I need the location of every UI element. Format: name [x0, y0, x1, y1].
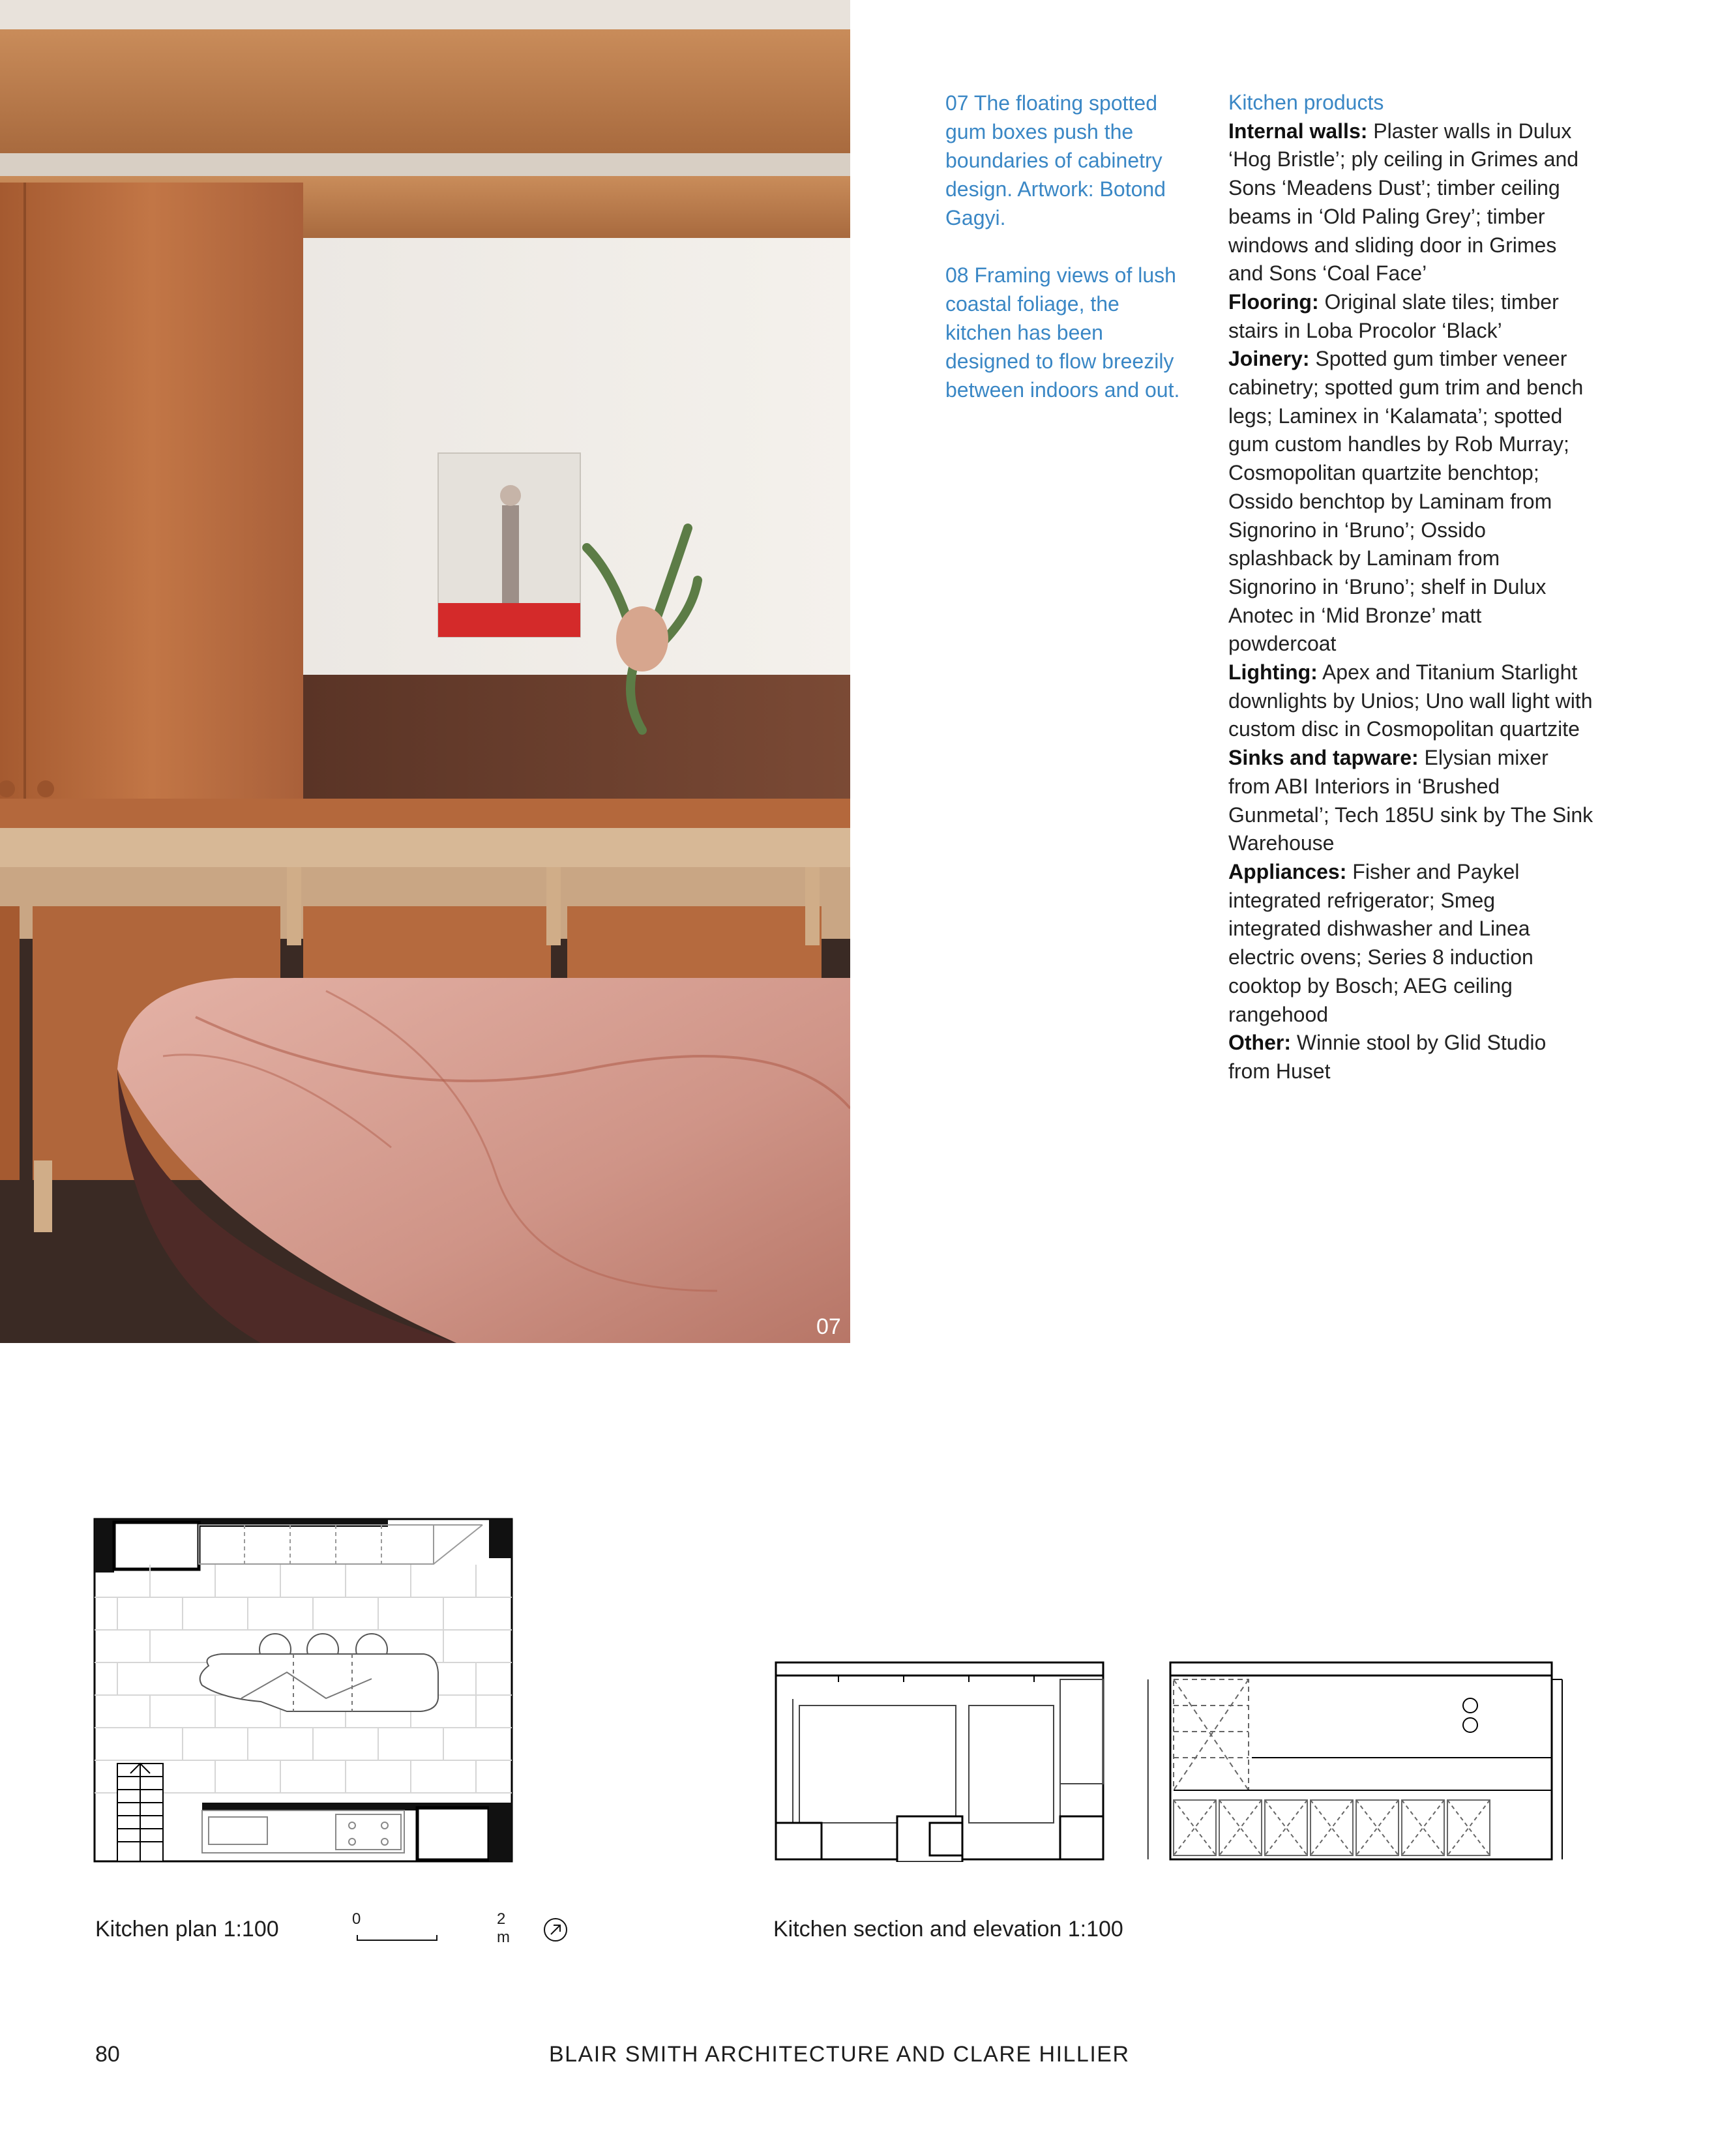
- scale-bar: [352, 1910, 522, 1949]
- product-text: Apex and Titanium Starlight downlights by Unios; Uno wall light with custom disc in Cosmopolitan quartzite: [1228, 660, 1593, 741]
- product-lighting: [1228, 658, 1593, 744]
- kitchen-elevation-drawing: [1148, 1660, 1578, 1862]
- product-label: Joinery:: [1228, 347, 1310, 371]
- product-label: Appliances:: [1228, 859, 1347, 883]
- product-label: Other:: [1228, 1031, 1291, 1055]
- section-caption: Kitchen section and elevation 1:100: [773, 1917, 1123, 1942]
- kitchen-plan-drawing: [91, 1516, 515, 1868]
- product-text: Winnie stool by Glid Studio from Huset: [1228, 1031, 1547, 1083]
- kitchen-section-drawing: [773, 1660, 1106, 1862]
- kitchen-photo: [0, 0, 850, 1343]
- page-number: 80: [95, 2042, 120, 2067]
- product-text: Spotted gum timber veneer cabinetry; spotted gum trim and bench legs; Laminex in ‘Kalamata’; spotted gum custom handles by Rob Murray; Cosmopolitan quartzite benchtop; Ossido benchtop by Laminam from Signorino in ‘Bruno’; Ossido splashback by Laminam from Signorino in ‘Bruno’; shelf in Dulux Anotec in ‘Mid Bronze’ matt powdercoat: [1228, 347, 1584, 656]
- scale-start: 0: [352, 1910, 361, 1928]
- north-arrow-icon: [542, 1917, 569, 1943]
- running-title: BLAIR SMITH ARCHITECTURE AND CLARE HILLIER: [549, 2042, 1130, 2067]
- caption-08: 08 Framing views of lush coastal foliage, the kitchen has been designed to flow breezily between indoors and out.: [945, 263, 1180, 402]
- caption-07: 07 The floating spotted gum boxes push the boundaries of cabinetry design. Artwork: Botond Gagyi.: [945, 91, 1166, 229]
- product-label: Sinks and tapware:: [1228, 746, 1419, 770]
- product-joinery: [1228, 345, 1593, 658]
- product-flooring: [1228, 288, 1593, 345]
- product-sinks-tapware: [1228, 744, 1593, 858]
- product-appliances: [1228, 858, 1593, 1029]
- product-label: Lighting:: [1228, 660, 1318, 685]
- product-internal-walls: [1228, 117, 1593, 288]
- products-heading: Kitchen products: [1228, 91, 1384, 114]
- photo-captions: [945, 89, 1187, 433]
- kitchen-products: [1228, 89, 1593, 1086]
- product-other: [1228, 1029, 1593, 1085]
- plan-caption: Kitchen plan 1:100: [95, 1917, 279, 1942]
- product-text: Elysian mixer from ABI Interiors in ‘Brushed Gunmetal’; Tech 185U sink by The Sink Warehouse: [1228, 746, 1593, 855]
- product-label: Internal walls:: [1228, 119, 1368, 143]
- product-text: Original slate tiles; timber stairs in Loba Procolor ‘Black’: [1228, 289, 1559, 342]
- scale-end: 2 m: [497, 1910, 510, 1946]
- product-text: Fisher and Paykel integrated refrigerator; Smeg integrated dishwasher and Linea electric ovens; Series 8 induction cooktop by Bosch; AEG ceiling rangehood: [1228, 859, 1533, 1026]
- photo-number-label: 07: [816, 1314, 841, 1339]
- product-label: Flooring:: [1228, 289, 1319, 314]
- product-text: Plaster walls in Dulux ‘Hog Bristle’; ply ceiling in Grimes and Sons ‘Meadens Dust’; timber ceiling beams in ‘Old Paling Grey’; timber windows and sliding door in Grimes and Sons ‘Coal Face’: [1228, 119, 1579, 286]
